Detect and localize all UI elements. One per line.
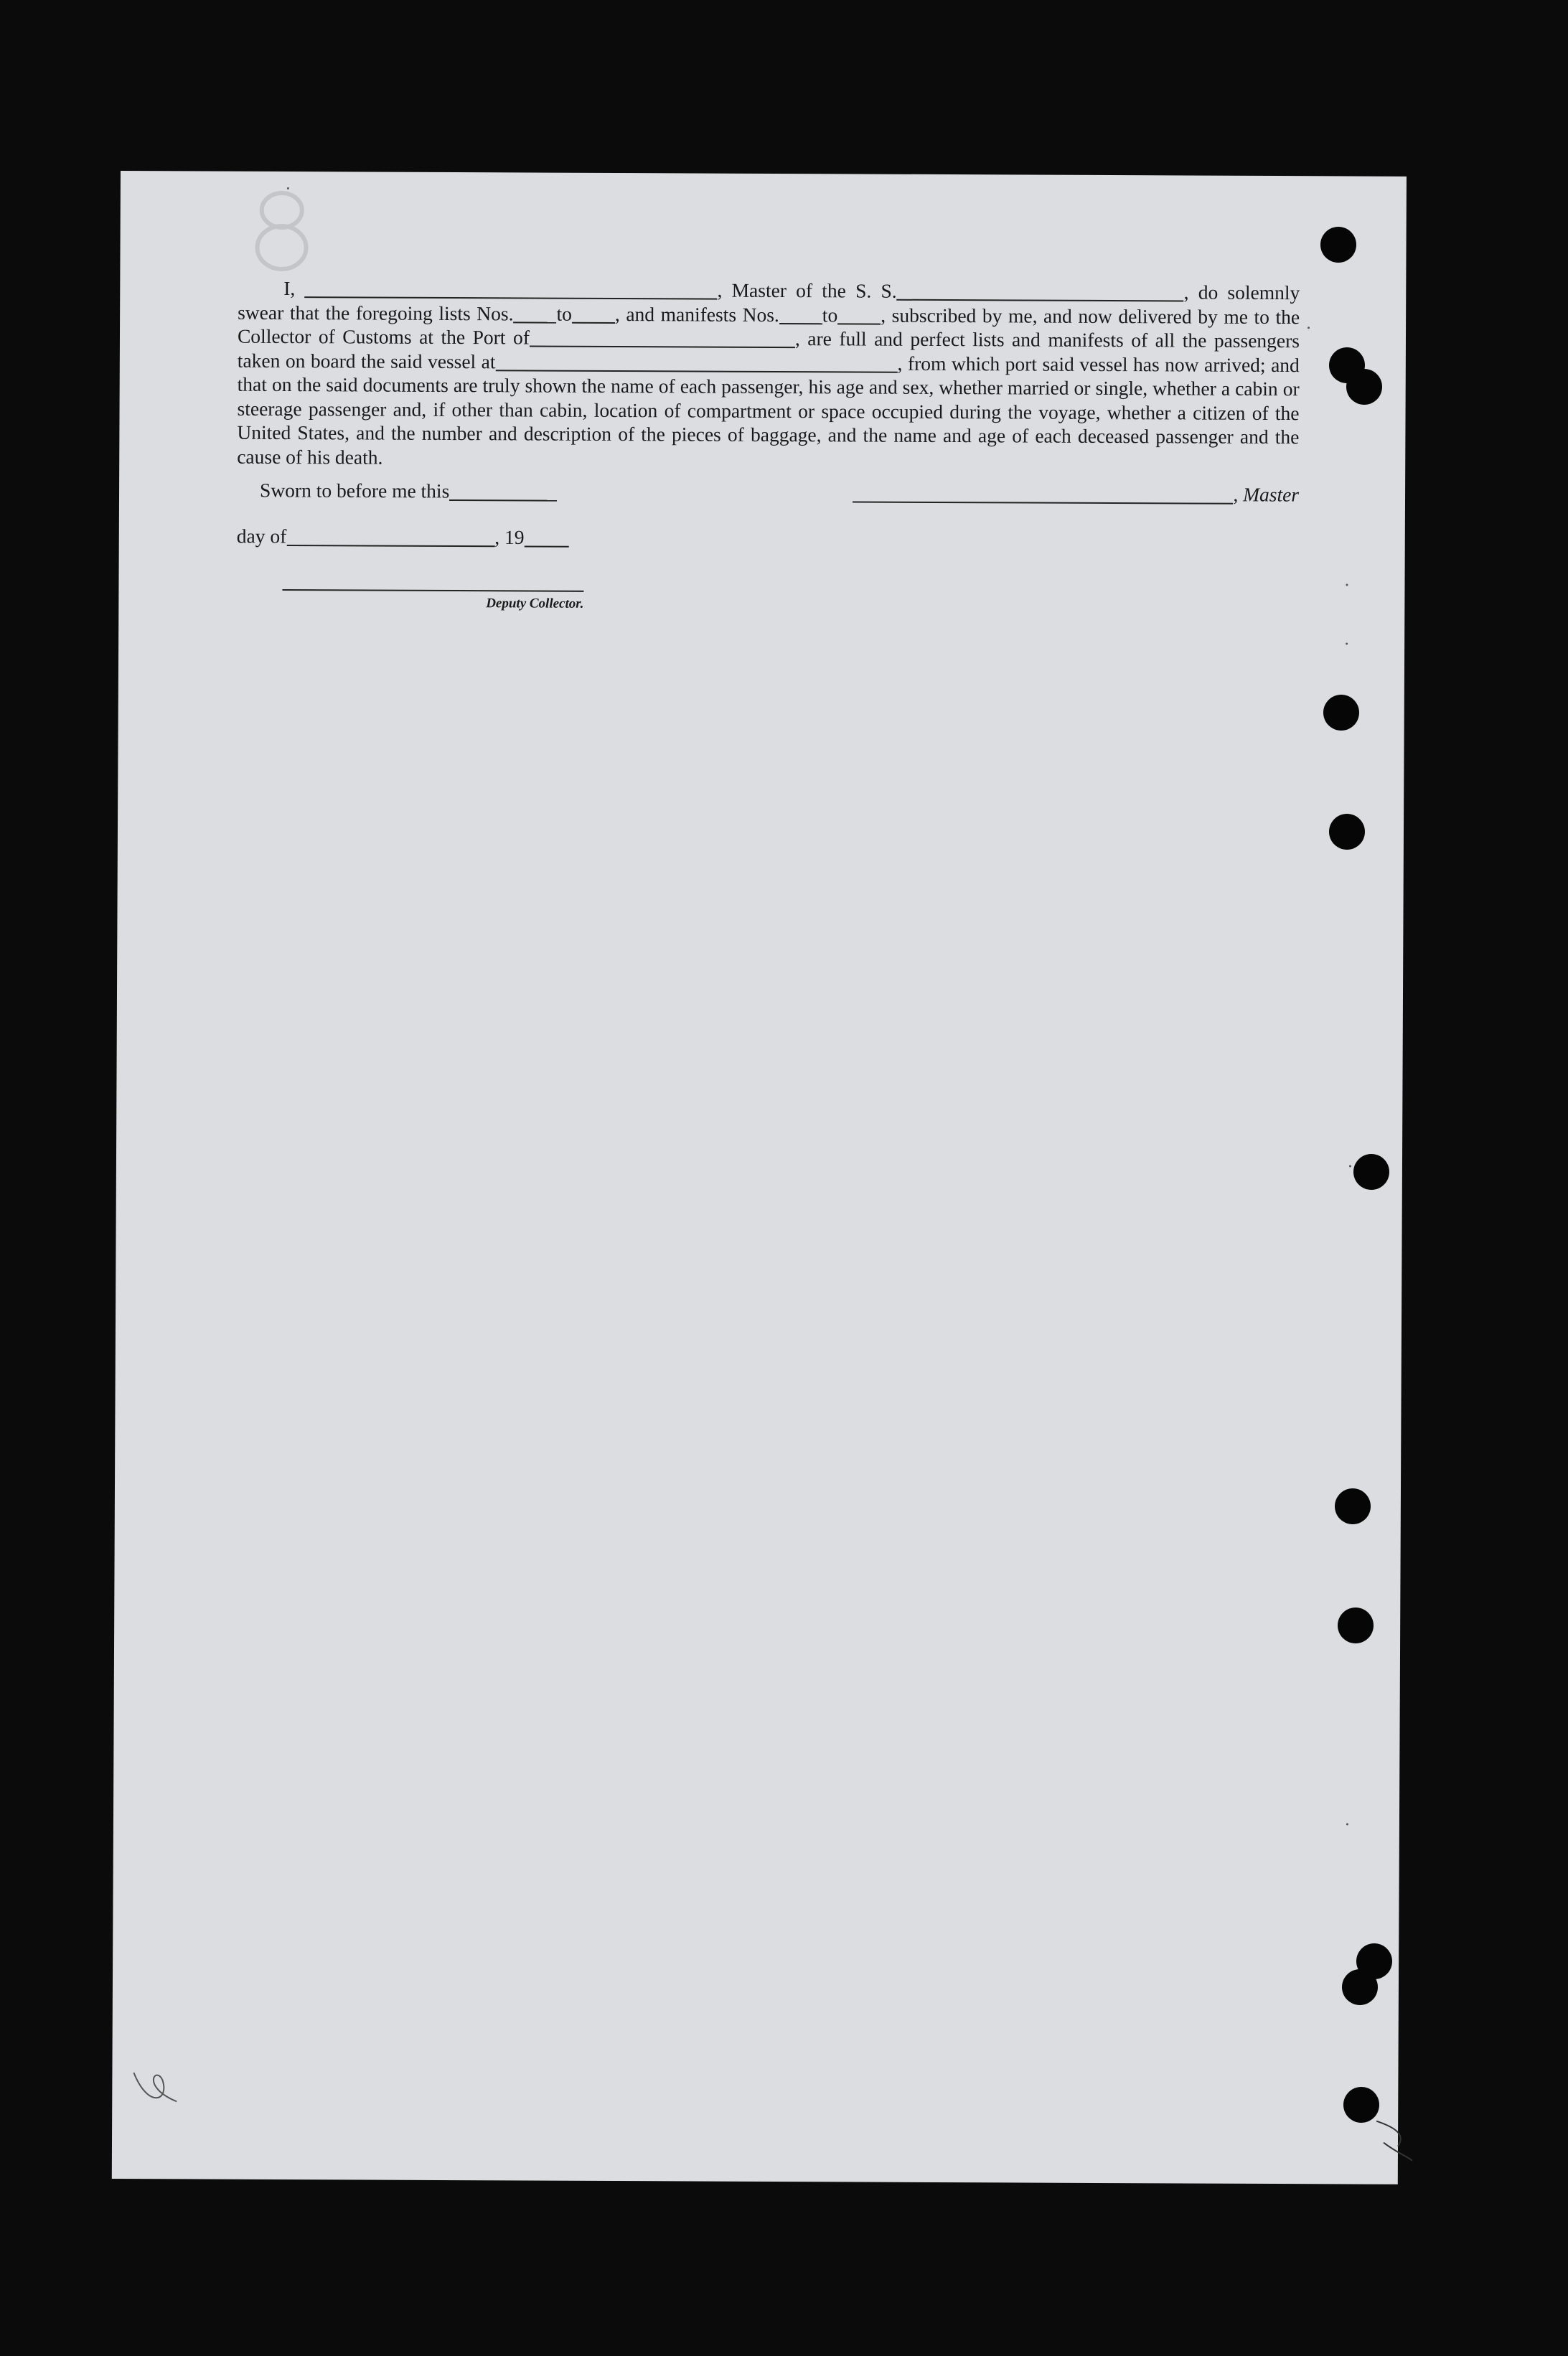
master-signature-blank (853, 481, 1233, 504)
port-blank (530, 326, 795, 348)
binder-hole (1323, 695, 1359, 731)
manifests-nos-label: , and manifests Nos. (614, 302, 779, 326)
date-row (237, 525, 569, 550)
speck (287, 187, 289, 189)
sworn-statement (260, 479, 557, 503)
manifests-to-blank (837, 303, 881, 324)
day-of-label: day of (236, 525, 287, 548)
signature-row (237, 479, 1299, 512)
master-name-blank (304, 277, 717, 300)
speck (1349, 1165, 1351, 1167)
to-label-2: to (822, 303, 838, 326)
master-label: , Master (1233, 483, 1300, 506)
vessel-name-blank (897, 279, 1184, 301)
lists-from-blank (513, 301, 556, 323)
speck (1308, 327, 1310, 329)
pencil-mark-icon (126, 2065, 184, 2108)
oath-line-1 (237, 276, 1300, 473)
manifest-page (112, 171, 1407, 2184)
binder-hole (1329, 814, 1365, 850)
month-blank (286, 525, 494, 547)
stamped-number-8 (249, 187, 314, 273)
deputy-collector-label: Deputy Collector. (486, 596, 584, 611)
vessel-at-label: manifests of all the passengers taken on board the said vessel at (237, 328, 1300, 372)
sworn-label: Sworn to before me this (259, 479, 450, 502)
port-label: delivered by me to the Collector of Customs at the Port of (237, 304, 1300, 349)
manifests-from-blank (779, 303, 822, 324)
to-label-1: to (556, 302, 572, 325)
subscribed-label: , subscribed by me, and now (881, 304, 1112, 327)
binder-hole (1320, 227, 1356, 263)
sworn-day-blank (449, 479, 557, 501)
are-full-label: , are full and perfect lists and (794, 327, 1041, 351)
speck (1346, 583, 1348, 586)
oath-paragraph (237, 276, 1300, 473)
binder-hole (1343, 2087, 1379, 2123)
oath-remaining-text: port said vessel has now arrived; and that on the said documents are truly shown the name of each passenger, his age and sex, whether married or single, whether a cabin or steerage passenger and, if other than cabin, location of compartment or space occupied during the voyage, whether a citizen of the United States, and the number and description of the pieces of baggage, and the name and age of each deceased passenger and the cause of his death. (237, 352, 1300, 469)
year-blank (524, 525, 568, 547)
lists-nos-label: swear that the foregoing lists Nos. (238, 301, 514, 324)
binder-hole (1335, 1488, 1371, 1524)
master-signature (853, 481, 1299, 506)
speck (1346, 1823, 1348, 1825)
deputy-collector-signature-line (282, 589, 583, 592)
oath-i: I, (283, 276, 296, 300)
master-of-ss-label: , Master of the S. S. (717, 278, 897, 302)
speck (1346, 642, 1348, 644)
from-which-label: , from which (897, 352, 1000, 375)
departure-port-blank (496, 349, 898, 372)
binder-hole (1346, 369, 1382, 405)
binder-hole (1338, 1608, 1374, 1643)
binder-hole (1342, 1969, 1378, 2005)
pencil-mark-icon-2 (1369, 2114, 1419, 2164)
binder-hole (1353, 1154, 1389, 1190)
do-solemnly-label: , do solemnly (1183, 281, 1300, 304)
lists-to-blank (572, 302, 615, 324)
year-label: , 19 (494, 525, 525, 548)
